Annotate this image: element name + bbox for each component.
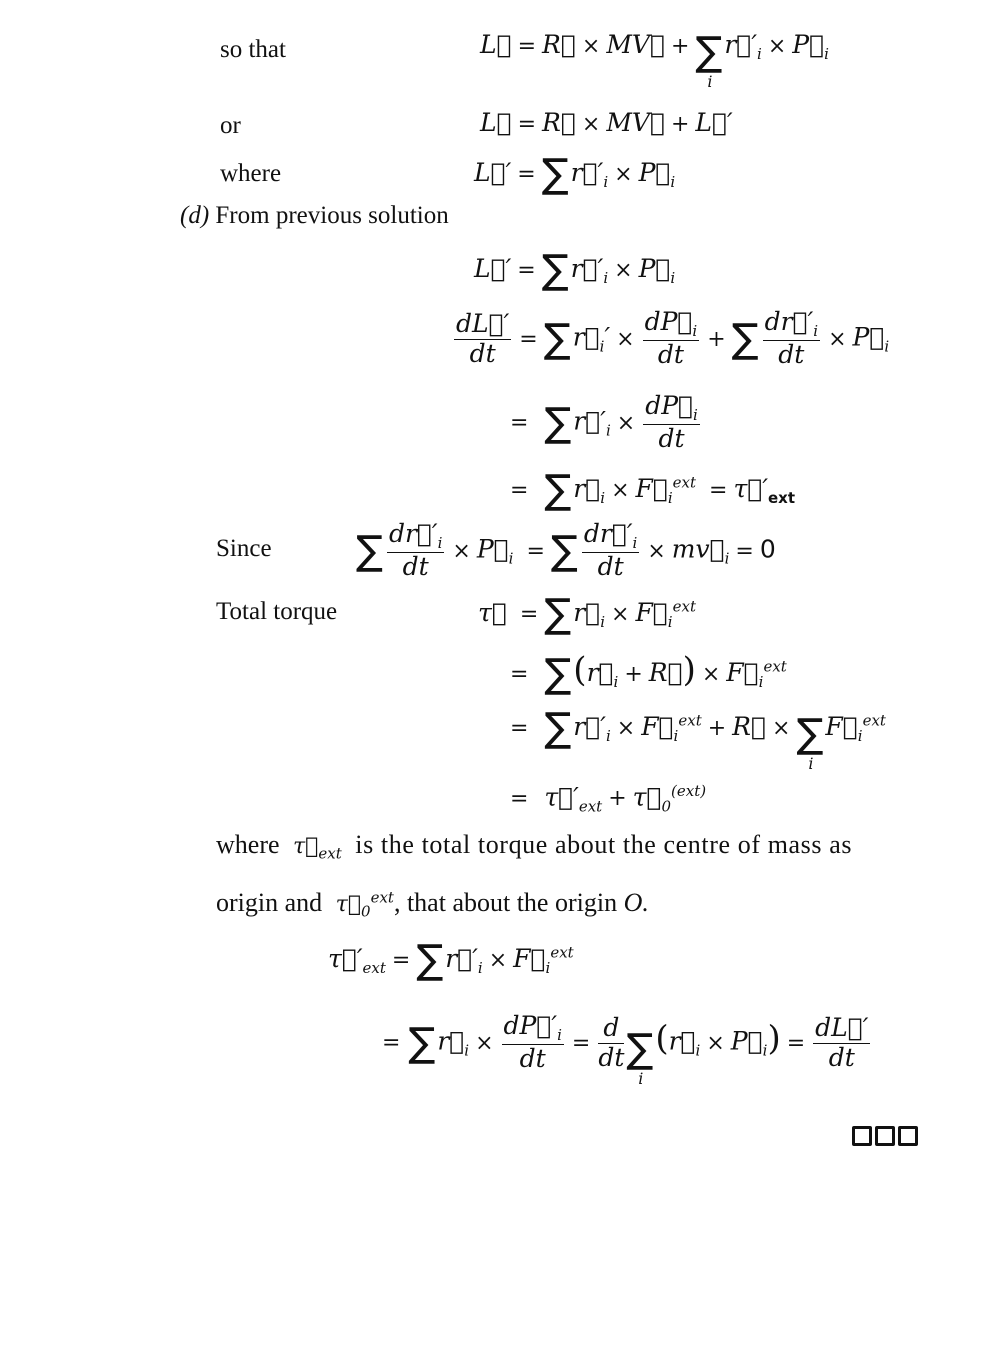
equation-step-2: = $\sum r⃗'_i$ × $\frac{dP⃗_i}{dt}$ xyxy=(510,391,698,454)
equation-dL-prime-dt: $\frac{dL⃗'}{dt}$ = $\sum r⃗_i'$ × $\frac{dP⃗_i}{dt}$ + ∑ $\frac{dr⃗'_i}{dt}$ × $P⃗_i$ xyxy=(456,307,890,370)
end-square-icon xyxy=(852,1126,872,1146)
label-where: where xyxy=(220,160,282,187)
equation-since: ∑ $\frac{dr⃗'_i}{dt}$ × $P⃗_i$ = ∑ $\frac{dr⃗'_i}{dt}$ × $mv⃗_i = 0$ xyxy=(356,519,776,582)
equation-final-2: = $\sum r⃗_i$ × $\frac{dP⃗'_i}{dt}$ = $\frac{d}{dt}$ ∑ i ($r⃗_i$ × $P⃗_i$) = $\frac{dL⃗'}{dt}$ xyxy=(382,1011,869,1088)
para1-text: is the total torque about the centre of mass as xyxy=(355,830,853,859)
end-square-icon xyxy=(898,1126,918,1146)
equation-torque-1: τ⃗ = $\sum r⃗_i$ × $F⃗_i^{ext}$ xyxy=(478,591,696,637)
part-d-title: From previous solution xyxy=(215,202,449,229)
equation-torque-2: = $\sum(r⃗_i$ + R⃗) × $F⃗_i^{ext}$ xyxy=(510,650,787,697)
para2-text: , that about the origin xyxy=(393,888,618,917)
equation-torque-3: = $\sum r⃗'_i$ × $F⃗_i^{ext}$ + R⃗ × ∑ i $F⃗_i^{ext}$ xyxy=(510,705,886,773)
part-d-heading xyxy=(180,202,449,230)
equation-L-total: L⃗ = R⃗ × MV⃗ + ∑ i $r⃗'_i$ × $P⃗_i$ xyxy=(480,29,829,91)
zero-value: 0 xyxy=(759,534,776,564)
equation-L-prime: L⃗′ = $\sum r⃗'_i$ × $P⃗_i$ xyxy=(474,247,676,293)
para2-origin-O: O. xyxy=(623,888,649,917)
para1-where: where xyxy=(216,830,280,859)
end-square-icon xyxy=(875,1126,895,1146)
equation-L-or: L⃗ = R⃗ × MV⃗ + L⃗′ xyxy=(480,108,733,137)
paragraph-line-1: where $\tau⃗_{ext}$ is the total torque about the centre of mass as xyxy=(216,830,853,863)
equation-L-prime-def: L⃗′ = $\sum r⃗'_i$ × $P⃗_i$ xyxy=(474,151,676,197)
equation-final-1: $\tau⃗'_{ext}$ = $\sum r⃗'_i$ × $F⃗_i^{ext}$ xyxy=(328,937,574,983)
label-so-that: so that xyxy=(220,36,286,63)
para2-origin-and: origin and xyxy=(216,888,323,917)
label-since: Since xyxy=(216,535,272,562)
paragraph-line-2: origin and $\tau⃗_0^{ext}$, that about the origin O. xyxy=(216,888,649,921)
equation-torque-4: = $\tau⃗'_{ext}$ + $\tau⃗_0^{(ext)}$ xyxy=(510,782,707,816)
label-total-torque: Total torque xyxy=(216,598,338,625)
part-d-tag: (d) xyxy=(180,202,210,229)
equation-step-3: = $\sum r⃗_i$ × $F⃗_i^{ext}$ = $\tau⃗'_{ext}$ xyxy=(510,467,796,513)
end-of-section-mark xyxy=(852,1126,918,1146)
label-or: or xyxy=(220,112,241,139)
